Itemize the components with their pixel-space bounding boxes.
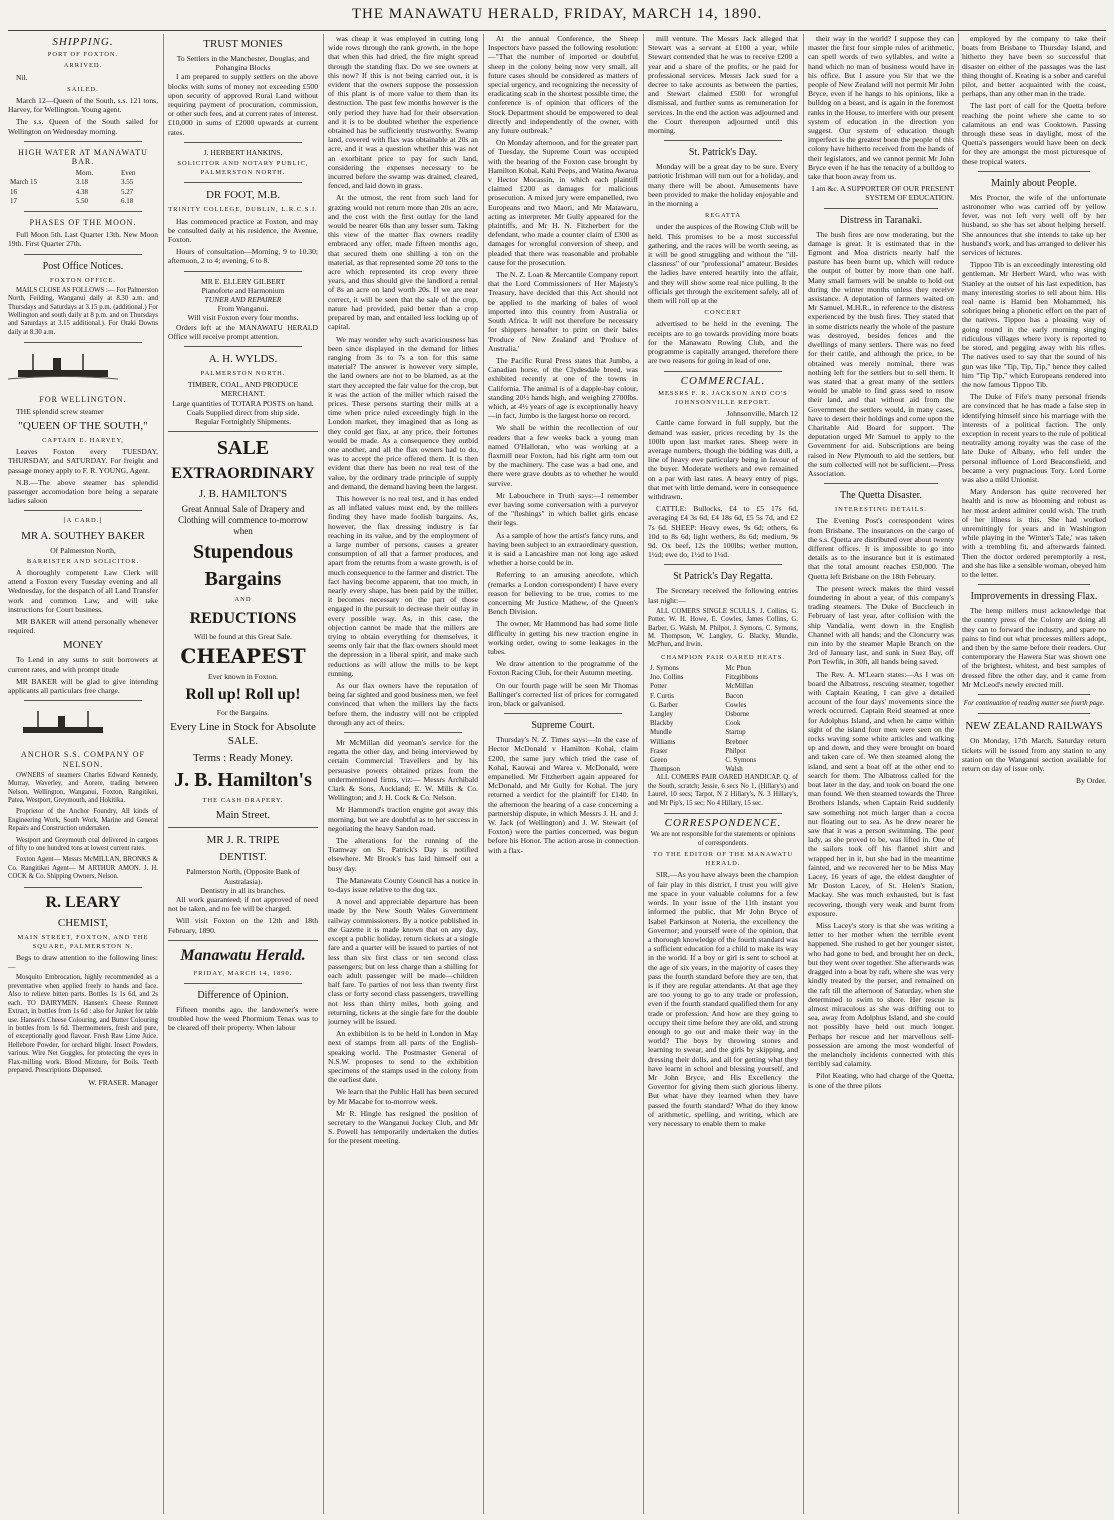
column-6 [808, 34, 954, 1514]
commercial-place: Johnsonville, March 12 [726, 409, 798, 419]
hamilton-sub: THE CASH DRAPERY. [202, 797, 284, 805]
divider [978, 584, 1090, 585]
table-row [648, 710, 798, 719]
herald-date: FRIDAY, MARCH 14, 1890. [193, 969, 293, 977]
rollup-heading: Roll up! Roll up! [185, 685, 301, 703]
news-item: We learn that the Public Hall has been secured by Mr Macabe for to-morrow week. [328, 1087, 478, 1106]
leary-sub: CHEMIST, [57, 916, 109, 929]
news-item: Mrs Proctor, the wife of the unfortunate astronomer who was carried off by yellow fever, was not left very well off by her husband, so she has set about helping herself. She announces that she intends to take up her husband's work, and has arranged to deliver his services of lectures. [962, 192, 1106, 258]
news-item: ALL COMERS SINGLE SCULLS. J. Collins, G. Potter, W. H. Howe, E. Cowles, James Collins, G. Barber, G. Walsh, M. Philpot, J. Symons, C. Symons, M. Thompson, W. Langley, G. Blacky, Mundle, McPhun, and Irwin. [648, 607, 798, 649]
high-water-heading: HIGH WATER AT MANAWATU BAR. [18, 147, 148, 167]
table-cell: 6.18 [120, 196, 134, 205]
table-cell [8, 169, 74, 178]
difference-text: Fifteen months ago, the landowner's were troubled how the weed Phormium Tenax was to be cleared off their property. When labour [168, 1004, 318, 1033]
tripe-visit: Will visit Foxton on the 12th and 18th February, 1890. [168, 916, 318, 935]
steamer-icon [8, 352, 118, 382]
hamilton-heading: J. B. Hamilton's [174, 769, 312, 792]
news-item: The Secretary received the following entries last night:— [648, 586, 798, 605]
correspondence-heading: CORRESPONDENCE. [664, 817, 782, 830]
table-row [648, 692, 798, 701]
divider [978, 713, 1090, 714]
divider [978, 171, 1090, 172]
divider [664, 813, 782, 814]
letter-text: SIR,—As you have always been the champion of fair play in this district, I trust you will give me space in your valuable columns for a few words. In your issue of the 11th instant you informed the public, that Mr John Bryce of Isabel Parkinson at Noteria, the excellency the Governor; and yourself were of the opinion, that a thorough knowledge of the fourth standard was a sufficient education for a child to make its way in the world. If a boy or girl is sent to school at the age of six years, in the majority of cases they pass the fourth standard before they are ten, that is if they are regular attendants. At that age they are too young to go to any trade or profession, even if the fourth standard qualified them for any trade or profession. And how are they going to occupy their time before they are old, and strong enough to go out and make their way in the world? The boys by throwing stones and learning to swear, and the girls by skipping, and dressing their dolls, and all for getting what they have learnt in school and blessing yourself, and Mr John Bryce, and His Excellency the Governor for giving them such glorious liberty. But what have they learned when they have passed the fourth standard? What do they know of arithmetic, spelling, and writing, which are very necessary to enable them to make [648, 870, 798, 1128]
table-cell: F. Curtis [650, 691, 674, 700]
gilbert-sub: Pianoforte and Harmonium [201, 285, 285, 295]
divider [168, 940, 318, 941]
baker-title: BARRISTER AND SOLICITOR. [26, 557, 140, 565]
continued-note: For continuation of reading matter see fourth page. [963, 700, 1105, 707]
table-cell: 5.50 [75, 196, 89, 205]
correspondence-to: TO THE EDITOR OF THE MANAWATU HERALD. [652, 851, 794, 868]
news-item: The last port of call for the Quetta before reaching the point where she came to so calamitous an end was Cooktown. Passing through these seas in daylight, most of the Quetta's passengers would have been on deck for they are amongst the most picturesque of these tropical waters. [962, 101, 1106, 166]
article-paragraph: This however is no real test, and it has ended as all inflated values must end, by the millers finding they have made foolish bargains. As, however, the flax dressing industry is far reaching in its value, and by the employment of a large number of persons, causes a greater consumption of all that a farmer produces, and apart from the returns from a waste growth, is of much consequence to the farmer and district. The fact having become apparent, that too much, in nearly every shape, has been paid by the miller, it becomes necessary on the part of those engaged in the pursuit to decrease their outlay in every possible way. As, in this case, the objection cannot be made that the millers are trying to obtain everything for themselves, it seems only fair that the flax owners should meet the depression in a liberal spirit, and make such reductions as will allow the mills to be kept running. [328, 493, 478, 678]
herald-title: Manawatu Herald. [180, 946, 306, 964]
quetta-sub: INTERESTING DETAILS. [834, 506, 928, 514]
divider [184, 142, 302, 143]
tripe-guarantee: All work guaranteed; if not approved of need not be taken, and no fee will be charged. [168, 894, 318, 914]
commercial-heading: COMMERCIAL. [680, 374, 766, 387]
concert-label: CONCERT [704, 309, 742, 317]
table-cell: March 15 [10, 178, 38, 187]
divider [504, 713, 622, 714]
divider [24, 700, 142, 701]
anchor-agents: Foxton Agent— Messrs McMILLAN, BRONKS & Co. Rangitikei Agent— M ARTHUR AMON. J. H. COCK & Co. Shipping Owners, Nelson. [8, 856, 158, 881]
post-office-sub: FOXTON OFFICE. [50, 276, 116, 284]
baker-name: MR A. SOUTHEY BAKER [21, 529, 145, 542]
masthead-rule [8, 30, 1106, 31]
column-7 [962, 34, 1106, 1514]
news-item: The present wreck makes the third vessel foundering in about a year, of this company's trading steamers. The Duke of Buccleuch in February of last year, after collision with the ship Vandalia, went down in the English Channel with all hands; and the Cloncurry was run into by the steamer Maple Branch on the 3rd of January last, and sunk in Suez Bay, off Port Tewfik, in 30ft, all hands being saved. [808, 583, 954, 667]
news-item: The owner, Mr Hammond has had some little difficulty in getting his new traction engine in working order, owing to some leakages in the tubes. [488, 619, 638, 656]
money-note: MR BAKER will be glad to give intending applicants all particulars free charge. [8, 676, 158, 695]
column-3 [328, 34, 478, 1514]
news-item: On our fourth page will be seen Mr Thomas Ballinger's corrected list of prices for corrugated iron, black or galvanised. [488, 680, 638, 709]
sailed-label: SAILED. [67, 85, 99, 93]
shipping-heading: SHIPPING. [52, 36, 114, 48]
table-cell: McMillan [725, 682, 754, 691]
leary-items: Mosquito Embrocation, highly recommended as a preventative when applied freely to hands and face. Also to relieve bitten parts. Bottles 1s 1s 6d, and 2s each. TO DAIRYMEN. Hansen's Cheese Rennett Extract, in bottles from 1s 6d : also for Junket for table use. Hansen's Cheese Colouring, and Butter Colouring in bottles from 1s 6d. Thermometers, fresh and pure, of exceptionally good flavour. Fresh Raw Lime Juice. Hellebore Powder, for orchard blight. Insect Powders, various. Wire Net Goggles, for protecting the eyes in Flax-milling work. Blood Mixture, for Boils. Teeth prepared. Prescriptions Dispensed. [8, 974, 158, 1074]
table-row [648, 701, 798, 710]
baker-note: MR BAKER will attend personally whenever required. [8, 616, 158, 636]
divider [824, 208, 938, 209]
article-paragraph: At the utmost, the rent from such land for grazing would not return more than 20s an acre, and the cost with the first outlay for the land would be nearer 60s than any lesser sum. Taking this view of the matter flax owners readily embraced any offer, made fifteen months ago, that secured them one shilling a ton on the material, as that represented some 20 tons to the acre which represented its crop every three years, and thus should give the landlord a rental of 8s an acre on land worth 20s. If we are near correct, it will be seen that the sale of the crop, nature had provided, paid better than a crop prepared by man, and entailed less locking up of capital. [328, 193, 478, 332]
gilbert-orders: Orders left at the MANAWATU HERALD Office will receive prompt attention. [168, 322, 318, 341]
column-4 [488, 34, 638, 1514]
divider [24, 510, 142, 511]
column-1 [8, 34, 158, 1514]
news-item: The bush fires are now moderating, but the damage is great. It is estimated that in the Egmont and Moa districts nearly half the pasture has been burnt up, which will reduce the output of butter by more than one half. Many small farmers will be unable to hold out during the winter months unless they receive assistance. A deputation of farmers waited on Mr Samuel, M.H.R., in reference to the distress experienced by the bush fires. They stated that in some districts nearly the whole of the pasture was destroyed, besides fences and the dwellings of many settlers. There was no feed for their cattle, and although the price, to be obtained was merely nominal, there was nothing left for the settlers but to sell them. It was stated that a great many of the settlers would be unable to find grass seed to resow their land, and that without aid from the Government the settlers would, in many cases, have to desert their holdings and come upon the Charitable Aid Board for support. The deputation urged Mr Samuel to apply to the Government for aid. Subscriptions are being raised in New Plymouth to aid the settlers, but the sum collected will not be sufficient.—Press Association. [808, 229, 954, 478]
wylds-trade: TIMBER, COAL, AND PRODUCE MERCHANT. [187, 380, 299, 399]
trust-heading: TRUST MONIES [203, 38, 283, 50]
divider [824, 483, 938, 484]
foot-sub: TRINITY COLLEGE, DUBLIN, L.R.C.S.I. [168, 206, 318, 214]
table-row [648, 673, 798, 682]
news-item: As a sample of how the artist's fancy runs, and having been subject to an extraordinary question, it is said a Lancashire man not long ago asked whether a horse could be in. [488, 530, 638, 568]
money-heading: MONEY [62, 639, 104, 652]
table-cell: 3.55 [120, 178, 134, 187]
table-cell: Walsh [725, 765, 743, 774]
table-row [8, 169, 158, 178]
news-item: The Manawatu County Council has a notice in to-days issue relative to the dog tax. [328, 875, 478, 895]
correspondence-note: We are not responsible for the statements or opinions of correspondents. [650, 831, 796, 847]
table-row [648, 738, 798, 747]
letter-text: their way in the world? I suppose they can master the first four simple rules of arithmetic, can spell words of two syllables, and write a hand which no man of business would have in his office. But I assure you Sir that we the people of New Zealand will not permit Mr John Bryce, even if he hangs to his opinions, like a bulldog on a beast, and is again in the foremost ranks in the House, to interfere with our present system of education in the direction you suggest. Our system of education though imperfect is the greatest boon the people of this colony have hitherto received from the hands of their legislators, and we cannot permit Mr John Bryce even if he has the tenacity of a bulldog to take that boon away from us. [808, 34, 954, 182]
steamer-text: THE splendid screw steamer [16, 406, 104, 416]
divider [168, 431, 318, 432]
cheapest-sub: Ever known in Foxton. [207, 671, 279, 681]
divider [168, 827, 318, 828]
sale-stupendous: Stupendous [192, 541, 294, 564]
leary-text: Begs to draw attention to the following lines:— [8, 953, 158, 972]
tripe-address: Palmerston North, (Opposite Bank of Australasia). [186, 867, 300, 886]
sailed-text: March 12—Queen of the South, s.s. 121 tons, Harvey, for Wellington. Young agent. [8, 96, 158, 115]
sale-and: AND [234, 596, 252, 604]
news-item: Mr Labouchere in Truth says:—I remember ever having some conversation with a purveyor of the "fleshings" in which ballet girls encase their legs. [488, 490, 638, 528]
regatta-heading: St Patrick's Day Regatta. [673, 571, 773, 583]
table-cell: Green [650, 756, 668, 765]
leary-address: MAIN STREET, FOXTON, AND THE SQUARE, PALMERSTON N. [17, 933, 149, 950]
table-cell: Fitzgibbons [725, 673, 759, 682]
steamer-captain: CAPTAIN E. HARVEY, [42, 436, 124, 444]
foot-hours: Hours of consultation—Morning, 9 to 10.30; afternoon, 2 to 4; evening, 6 to 8. [168, 247, 318, 266]
wylds-heading: A. H. WYLDS. [208, 353, 278, 366]
column-rule [483, 34, 484, 1514]
table-cell: Cowles [725, 700, 747, 709]
column-rule [958, 34, 959, 1514]
divider [24, 141, 142, 142]
gilbert-from: From Wanganui. [217, 304, 269, 314]
railways-text: On Monday, 17th March, Saturday return tickets will be issued from any station to any station on the Wanganui section available for return on day of issue only. [962, 736, 1106, 774]
column-rule [323, 34, 324, 1514]
gilbert-text: Will visit Foxton every four months. [187, 313, 299, 323]
column-rule [803, 34, 804, 1514]
sale-bargains: Bargains [204, 568, 282, 591]
st-patricks-heading: St. Patrick's Day. [688, 147, 758, 159]
post-office-text: MAILS CLOSE AS FOLLOWS :— For Palmerston North, Feilding, Wanganui daily at 8.30 a.m. and Thursdays and Saturdays at 3.15 p.m. (additional.) For Wellington and south daily at 8 p.m. and on Thursdays and Saturdays at 3.15 additional.). For Otaki Downs daily at 8.30 a.m. [8, 286, 158, 336]
news-item: A novel and appreciable departure has been made by the New South Wales Government railway commissioners. By a notice published in the Gazette it is made known that on any day, except a public holiday, return tickets at a single fare and a quarter will be issued to parties of not less than six first class or ten second class passengers; but on less charge than a shilling for each adult passenger will be made—children half fare. To parties of not less than twenty first class or forty second class passengers, travelling not less than thirty miles, both going and returning, tickets at the single fare for the double journey will be issued. [328, 897, 478, 1026]
table-cell: Mundle [650, 728, 672, 737]
news-item: Cattle came forward in full supply, but the demand was easier, prices receding by 1s the 100lb upon last market rates. Sheep were in average numbers, though the bidding was dull, a line of heavy ewe particulary being in favour of the buyer. Moderate wethers and ewe remained on a par with last rates. A heavy entry of pigs, that met with little demand, were in consequence withdrawn. [648, 418, 798, 501]
table-cell: Osborne [725, 710, 750, 719]
rollup-sub: For the Bargains. [216, 707, 270, 717]
table-cell: 5.27 [120, 187, 134, 196]
article-paragraph: We may wonder why such avariciousness has been since displayed in the demand for lithes ranging from 3s to 7s a ton for this same material? The answer is however very simple, the land owners are not to be blamed, as at the start they accepted the fair value for the crop, but it was the action of the miller which raised the prices. These persons starting their mills at a time when price ruled exceedingly high in the London market, they imagined that as long as they could get flax, at any price, their fortunes would be made. As a consequence they outbid one another, and all the flax owners had to do, was to accept the price offered them. It is then evident that there has been no real test of the value, by the ordinary trade principle of supply and demand, the demand having been the largest. [328, 334, 478, 491]
improvements-heading: Improvements in dressing Flax. [970, 591, 1098, 603]
table-cell: 3.18 [75, 178, 89, 187]
table-cell: Startup [725, 728, 746, 737]
table-row [648, 747, 798, 756]
sale-extraordinary: EXTRAORDINARY [171, 465, 315, 483]
table-cell: Even [120, 169, 136, 178]
foot-text: Has commenced practice at Foxton, and may be consulted daily at his residence, the Avenue, Foxton. [168, 216, 318, 245]
table-cell: Philpot [725, 746, 746, 755]
news-item: The Evening Post's correspondent wires from Brisbane. The insurances on the cargo of the s.s. Quetta are distributed over about twenty different offices. It is impossible to go into details as to the insurance but it is estimated that the total amount reaches £50,000. The Quetta left Brisbane on the 18th February. [808, 516, 954, 581]
divider [978, 694, 1090, 695]
news-item: The hemp millers must acknowledge that the country press of the Colony are doing all they can to forward the industry, and spare no pains to find out what processes millers adopt, and then by the same before their readers. Our contemporary the Hawera Star was shown one of the brightest, whitest, and best samples of dressed fibre the other day, and it came from Mr McLeod's newly erected mill. [962, 606, 1106, 689]
high-water-table [8, 169, 158, 206]
news-item: ALL COMERS PAIR OARED HANDICAP. Q. of the South, scratch; Jessie, 6 secs No 1, (Hillary's) and Laurel, 10 secs; Tarpot, N 2 Hillary's, N. 3 Hillary's, and Mr Pip's, 15 sec; No 4 Hillary, 15 sec. [648, 774, 798, 807]
table-cell: J. Symons [650, 664, 679, 672]
steamer-name: "QUEEN OF THE SOUTH," [18, 419, 148, 432]
anchor-text-3: Westport and Greymouth coal delivered in cargoes of fifty to one hundred tons at lowest current rates. [8, 836, 158, 853]
divider [184, 346, 302, 347]
baker-place: Of Palmerston North, [50, 545, 116, 555]
news-item: Tippoo Tib is an exceedingly interesting old gentleman. Mr Herbert Ward, who was with Stanley at the outset of his last expedition, has many interesting stories to tell about him. His real name is Hamid ben Mohammed, his sobriquet being a phonetic effort on the part of the natives. Tippoo has a pleasing way of going round in the early morning singing ridiculous villages where ivory is reported to be stored, and pegging away with his rifles. The natives used to say that the sound of his gun was like "Tip, Tip, Tip," hence they called him "Tip Tip," which Europeans rendered into the now famous Tippoo Tib. [962, 260, 1106, 389]
news-item: under the auspices of the Rowing Club will be held. This promises to be a most successful gathering, and the races will be worth seeing, as it will be good struggling and without the "ill-classness" of our "professional" amateur. Besides the ladies have entered heartily into the affair, and they will show some real nice pulling. It the officials get through the excitement safely, all of them will roll up at the [648, 222, 798, 306]
main-street: Main Street. [215, 809, 271, 822]
arrived-text: Nil. [16, 72, 28, 82]
railways-sign: By Order. [1076, 776, 1106, 786]
steamer-schedule: Leaves Foxton every TUESDAY, THURSDAY, and SATURDAY. For freight and passage money apply to F. R. YOUNG, Agent. [8, 447, 158, 475]
terms: Terms : Ready Money. [193, 752, 293, 765]
news-item: Mary Anderson has quite recovered her health and is now as blooming and robust as her most ardent admirer could wish. The truth of her illness is this. She had worked unremittingly for years and in Washington while playing in the 'Winter's Tale,' was taken with a trembling fit, and afterwards fainted. Then the doctor ordered peremptorily a rest, and she has like a sensible woman, obeyed him to the letter. [962, 487, 1106, 579]
divider [24, 211, 142, 212]
news-item: Pilot Keating, who had charge of the Quetta, is one of the three pilots [808, 1071, 954, 1090]
every-line: Every Line in Stock for Absolute SALE. [170, 721, 316, 748]
hankins-sub: SOLICITOR AND NOTARY PUBLIC, PALMERSTON NORTH. [177, 160, 309, 177]
champion-heading: CHAMPION PAIR OARED HEATS. [661, 653, 785, 661]
gilbert-tuner: TUNER AND REPAIRER [204, 295, 282, 305]
taranaki-heading: Distress in Taranaki. [839, 214, 923, 226]
article-paragraph: As our flax owners have the reputation of being far sighted and good business men, we feel convinced that when the millers lay the facts before them, the industry will not be crippled through any act of theirs. [328, 681, 478, 727]
divider [24, 342, 142, 343]
wylds-ship: Regular Fortnightly Shipments. [195, 417, 291, 427]
column-rule [163, 34, 164, 1514]
people-heading: Mainly about People. [991, 177, 1077, 189]
tripe-heading: MR J. R. TRIPE [206, 834, 280, 847]
table-row [648, 719, 798, 728]
table-cell: 17 [10, 196, 17, 205]
money-text: To Lend in any sums to suit borrowers at current rates, and with prompt titude [8, 655, 158, 674]
table-cell: Bacon [725, 691, 744, 700]
table-cell: Jno. Collins [650, 673, 684, 682]
letter-sign: I am &c. A SUPPORTER OF OUR PRESENT SYSTEM OF EDUCATION. [811, 184, 954, 203]
table-cell: Mc Phun [725, 664, 751, 672]
divider [24, 254, 142, 255]
leary-heading: R. LEARY [45, 893, 121, 911]
table-cell: Blackby [650, 719, 674, 728]
table-row [648, 756, 798, 765]
news-item: On Monday afternoon, and for the greater part of Tuesday, the Supreme Court was occupied with the hearing of the Foxton case brought by Hamilton Kohal, Kahi Peeps, and Watina Awarua v Hector Mocassin, in which each plaintiff claimed £200 as damages for malicious prosecution. A mixed jury were empanelled, two Europeans and two Maori, and Mr Matawaru, acting as interpreter. Mr Gully appeared for the plaintiffs, and Mr H. N. Fitzherbert for the defendant, who made a counter claim of £300 as damages for wrongful conversion of sheep, and pleaded that there was reasonable and probable cause for the prosecution. [488, 138, 638, 267]
table-cell: C. Symons [725, 756, 757, 765]
divider [664, 371, 782, 372]
table-row [8, 197, 158, 206]
steamer-note: N.B.—The above steamer has splendid passenger accomodation bore being a separate ladies saloon [8, 477, 158, 506]
column-rule [643, 34, 644, 1514]
sale-text: Great Annual Sale of Drapery and Clothing will commence to-morrow when [178, 504, 308, 537]
divider [184, 182, 302, 183]
divider [344, 732, 462, 733]
news-item: The alterations for the running of the Tramway on St. Patrick's Day is notified elsewhere. Mr Brook's has laid himself out a busy day. [328, 836, 478, 873]
sailed-note: The s.s. Queen of the South sailed for Wellington on Wednesday morning. [8, 117, 158, 136]
champion-table [648, 664, 798, 774]
table-cell: 4.38 [75, 187, 89, 196]
news-item: employed by the company to take their boats from Brisbane to Thursday Island, and hitherto they have been so successful that disaster on either of the passages was the last thing thought of. Keating is a sober and careful pilot, and better acquainted with the coast, perhaps, than any other man in the trade. [962, 34, 1106, 99]
news-item: CATTLE: Bullocks, £4 to £5 17s 6d, averaging £4 3s 6d, £4 18s 6d, £5 5s 7d, and £2 7s 6d. SHEEP: Heavy ewes, 9s 6d; others, 6s 10d to 8s 6d; light wethers, 8s 6d; medium, 9s 9d. Ox beef, 12s the 100lbs; wether mutton, 1½d; ewe do, 1½d to 1¼d. [648, 504, 798, 560]
table-cell: Fraser [650, 746, 668, 755]
divider [184, 271, 302, 272]
anchor-text: OWNERS of steamers Charles Edward Kennedy, Murray, Waverley, and Aorere, trading between Nelson, Wellington, Wanganui, Foxton, Rangitikei, Patea, Westport, Greymouth, and Hokitika. [8, 771, 158, 804]
trust-text: To Settlers in the Manchester, Douglas, and Pohangina Blocks [176, 54, 310, 73]
sale-found: Will be found at this Great Sale. [194, 631, 292, 641]
table-row [648, 682, 798, 691]
column-5 [648, 34, 798, 1514]
news-item: advertised to be held in the evening. The receipts are to go towards providing more boats for the Manawatu Rowing Club, and the programme is capitally arranged, therefore there are two reasons for going in lead of one. [648, 319, 798, 366]
news-item: Thursday's N. Z. Times says:—In the case of Hector McDonald v Hamilton Kohal, claim £200, the same jury which tried the case of Kohal, Kauwai and Warea v. McDonald, were empanelled. Mr Fitzherbert again appeared for McDonald, and Mr Gully for Kohal. The jury returned a verdict for the plaintiff for £140. In the afternoon the hearing of a case concerning a partnership dispute, in which Messrs J. H. and J. W. Jack (of Wellington) and J. W. Stewart (of Foxton) were the parties concerned, was begun before his Honor. The action arose in connection with a flax- [488, 735, 638, 855]
card-label: [A CARD.] [63, 517, 103, 525]
news-item: An exhibition is to be held in London in May next of stamps from all parts of the English-speaking world. The Postmaster General of N.S.W. proposes to send to the exhibition specimens of the stamps used in the colony from the earliest date. [328, 1029, 478, 1085]
masthead: THE MANAWATU HERALD, FRIDAY, MARCH 14, 1890. [351, 6, 763, 22]
news-item: The Pacific Rural Press states that Jumbo, a Canadian horse, of the Clydesdale breed, was exhibited recently at one of the towns in California. The animal is of a dapple-bay colour, standing 20½ hands high, and weighing 2700lbs. which, at 4½ years of age is exceptionally heavy—in fact, Jumbo is the largest horse on record. [488, 355, 638, 421]
news-item: mill venture. The Messrs Jack alleged that Stewart was a servant at £100 a year, while Stewart contended that he was to receive £200 a year and a share of the profits, or he paid for professional services. Messrs Jack sued for a decree to take accounts as between the parties, and Stewart claimed £500 for wrongful dismissal, and further sums as remuneration for services. In the end the action was adjourned and the Court thereupon adjourned until this morning. [648, 34, 798, 136]
anchor-text-2: Proprietor of the Anchor Foundry, All kinds of Engineering Work, South Work, Marine and General Repairs and Construction undertaken. [8, 808, 158, 833]
news-item: We draw attention to the programme of the Foxton Racing Club, for their Autumn meeting. [488, 659, 638, 678]
supreme-court-heading: Supreme Court. [531, 720, 595, 732]
divider [184, 983, 302, 984]
foot-heading: DR FOOT, M.B. [205, 189, 281, 202]
news-item: Mr Hammond's traction engine got away this morning, but we are doubtful as to her success in negotiating the heavy Sandon road. [328, 805, 478, 833]
news-item: Monday will be a great day to be sure. Every patriotic Irishman will turn out for a holiday, and many there will be about. Amusements have been provided to make the holiday enjoyable and in the morning a [648, 162, 798, 209]
news-item: Referring to an amusing anecdote, which (remarks a London correspondent) I have every reason for believing to be true, comes to me concerning Mr Justice Mathew, of the Queen's Bench Division. [488, 570, 638, 617]
table-cell: Morn. [75, 169, 94, 178]
news-item: The Rev. A. M'Learn states:—As I was on board the Albatross, rescuing steamer, together with Captain Keating, I can give a detailed account of the four days' movements since the wreck occurred. Captain Reid steamed at once for Adolphus Island, and when he came within sight of the island four men were seen on the rocks waving some white articles and walking up and down, and they were brought on board and taken care of. We then steamed along the island, and sent a boat off at the other end to search for them. The Albatross called for the boat later in the day, and took on board the one man found. We then steamed towards the Three Brothers Islands, when Captain Reid suddenly saw something not much larger than a cocoa nut floating out to sea. As he drew nearer he saw that it was a person swimming. The poor lady, as she proved to be, was lifted in. One of the sailors took off his flannel shirt and wrapped her in it, but she had in the meantime fainted, and we recovered her to be Miss May Lacey, 16 years of age, the eldest daughter of Mr Doston Lacey, of St. Helen's Station, Mackay. She was much exhausted, but is fast recovering, though very weak and burnt from exposure. [808, 669, 954, 918]
news-item: Mr McMillan did yeoman's service for the regatta the other day, and being interviewed by certain Commercial Travellers and by his persuasive powers obtained prizes from the undermentioned firms, viz:— Messrs Archibald Clark & Sons, Auckland; E. W. Mills & Co. Wellington; and J. H. Cock & Co. Nelson. [328, 738, 478, 803]
article-paragraph: was cheap it was employed in cutting long wide rows through the rank growth, in the hope that when this had dried, the fire might spread through the standing flax. Do we see owners at this now? If this is not being carried out, it is evident that the owners suppose the possession of this plant is of more value to them than its destruction. The past few months however is the only period they have had for their observation and it is to be doubted whether the experience obtained has be sufficiently trustworthy. Swamp land, covered with flax was obtainable at 20s an acre, and it was a question whether this was not an exorbitant price to pay for such land, considering the expenses necessary to be incurred before the swamp was drained, cleared, fenced, and laid down in grass. [328, 34, 478, 191]
cheapest-heading: CHEAPEST [180, 643, 306, 668]
table-cell: Williams [650, 737, 676, 746]
table-cell: Potter [650, 682, 667, 691]
news-item: The N. Z. Loan & Mercantile Company report that the Lord Commissioners of Her Majesty's Treasury, have decided that this Act should not be applied to the marking of bales of wool imported into this country from Australia or South Africa. It will not therefore be necessary for shippers hereafter to print on their bales 'Produce of New Zealand' and 'Produce of Australia.' [488, 270, 638, 353]
baker-text: A thoroughly competent Law Clerk will attend a Foxton every Tuesday evening and all Wednesday, for the despatch of all Land Transfer work and common Law, and will take instructions for Court business. [8, 567, 158, 614]
arrived-label: ARRIVED. [63, 62, 103, 70]
wylds-coal: Coals Supplied direct from ship side. [186, 407, 300, 417]
wylds-text: Large quantities of TOTARA POSTS on hand. [172, 398, 314, 408]
news-item: The Duke of Fife's many personal friends are convinced that he has made a false step in identifying himself since his marriage with the interests of a political faction. The only exception in recent years to the rule of political neutrality among royalty was the case of the late Duke of Albany, who fell under the personal influence of Lord Beaconsfield, and became a very pugnacious Tory. Lord Lorne was also a mild Unionist. [962, 392, 1106, 484]
tripe-sub: DENTIST. [219, 851, 267, 864]
table-cell: Cook [725, 719, 741, 728]
sale-reductions: REDUCTIONS [189, 609, 297, 627]
commercial-sub: MESSRS F. R. JACKSON AND CO'S JOHNSONVILLE REPORT. [658, 389, 788, 406]
table-cell: G. Barber [650, 700, 678, 709]
newspaper-page [8, 34, 1106, 1514]
table-cell: 16 [10, 187, 17, 196]
table-row [8, 188, 158, 197]
news-item: Mr R. Hingle has resigned the position of secretary to the Wanganui Jockey Club, and Mr S. Powell has temporarily undertaken the duties for the present meeting. [328, 1108, 478, 1146]
table-cell: Brebner [725, 737, 748, 746]
news-item: At the annual Conference, the Sheep Inspectors have passed the following resolution:—"That the number of imported or doubtful sheep in the colony being now very small, all future cases should be considered as matters of special urgency, and recognizing the necessity of eradicating scab in the shortest possible time, the conference is of opinion that officers of the Stock Department should be empowered to deal directly and independently of the owner, with any future outbreak." [488, 34, 638, 136]
sale-by: J. B. HAMILTON'S [198, 488, 288, 501]
table-row [648, 728, 798, 737]
regatta-label: REGATTA [704, 212, 742, 220]
anchor-ship-icon [8, 710, 118, 738]
trust-body: I am prepared to supply settlers on the above blocks with sums of money not exceeding £500 upon security of approved Rural Land without requiring payment of procuration, commission, or other such fees, and at current rates of interest. £10,000 in sums of £2000 upwards at current rates. [168, 72, 318, 137]
tripe-text: Dentistry in all its branches. [200, 885, 286, 895]
divider [664, 564, 782, 565]
sale-heading: SALE [216, 437, 270, 460]
news-item: We shall be within the recollection of our readers that a few weeks back a young man named O'Halloran, who was working at a flaxmill near Foxton, had his right arm torn out by the machinery. The case was a bad one, and there were grave doubts as to whether he would survive. [488, 423, 638, 488]
wylds-place: PALMERSTON NORTH. [200, 370, 286, 378]
divider [24, 887, 142, 888]
hankins-heading: J. HERBERT HANKINS, [203, 147, 283, 157]
moon-text: Full Moon 5th. Last Quarter 13th. New Moon 19th. First Quarter 27th. [8, 230, 158, 249]
port-heading: PORT OF FOXTON. [47, 51, 119, 59]
table-row [648, 664, 798, 673]
leary-sign: W. FRASER. Manager [88, 1078, 158, 1088]
railways-heading: NEW ZEALAND RAILWAYS [965, 720, 1103, 733]
column-2 [168, 34, 318, 1514]
divider [664, 140, 782, 141]
news-item: Miss Lacey's story is that she was writing a letter to her mother when the terrible event happened. She rushed to get her younger sister, who had gone to bed, and brought her on deck, but they went over together. She afterwards was dragged into a boat by raft, where she was very kindly treated by the purser, and remained on the raft till the afternoon of Saturday, when she determined to swim to shore. Her rescue is almost miraculous as she was drifting out to sea, away from Adolphus Island, and she could not possibly have held out much longer. Perhaps her rescue and her marvellous self-possession are among the most wonderful of the melancholy incidents connected with this terribly sad calamity. [808, 921, 954, 1069]
gilbert-heading: MR E. ELLERY GILBERT [200, 276, 286, 286]
table-row [648, 765, 798, 774]
for-wellington-heading: FOR WELLINGTON. [39, 394, 127, 404]
moon-heading: PHASES OF THE MOON. [29, 218, 137, 228]
table-cell: Langley [650, 710, 673, 719]
table-cell: Thompson [650, 765, 680, 774]
quetta-heading: The Quetta Disaster. [840, 490, 922, 502]
table-row [8, 178, 158, 187]
anchor-heading: ANCHOR S.S. COMPANY OF NELSON. [21, 750, 145, 769]
difference-heading: Difference of Opinion. [197, 989, 289, 1001]
post-office-heading: Post Office Notices. [42, 260, 124, 272]
